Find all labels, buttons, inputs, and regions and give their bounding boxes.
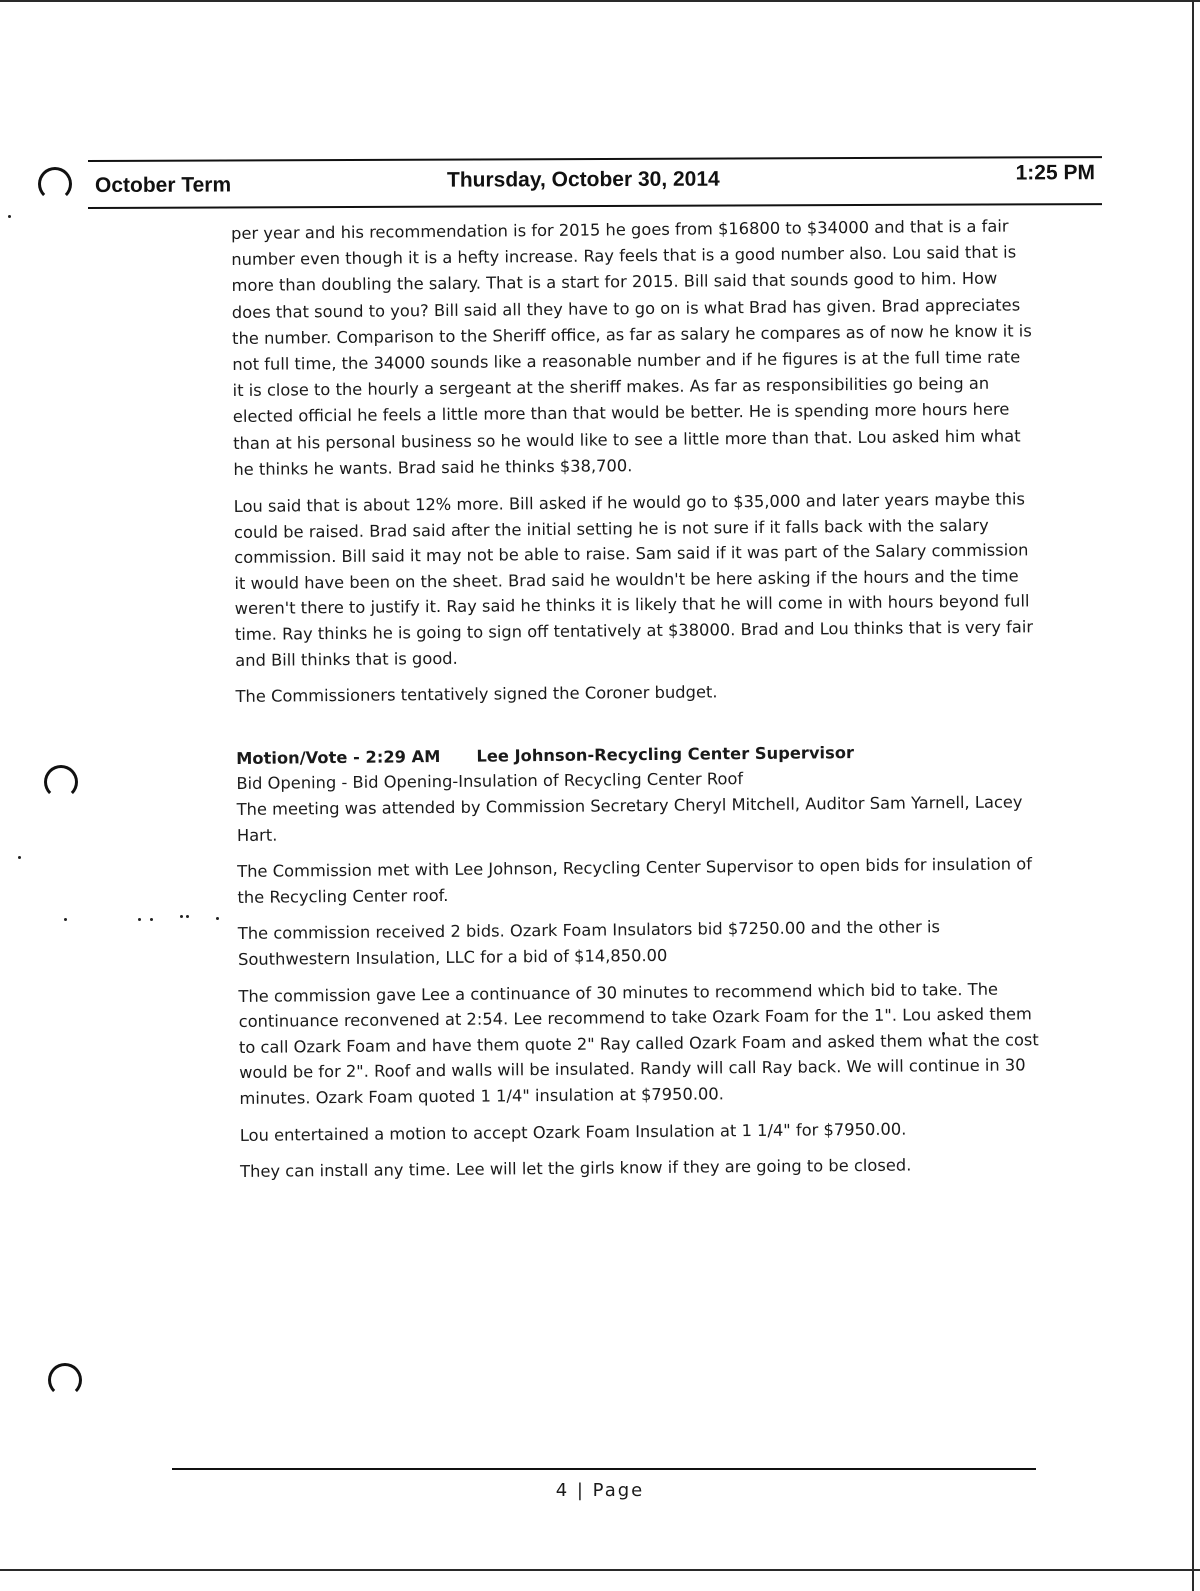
attendance-line: The meeting was attended by Commission Secretary Cheryl Mitchell, Auditor Sam Yarnell, Lacey Hart.	[236, 792, 1023, 845]
paragraph-continuance: The commission gave Lee a continuance of 30 minutes to recommend which bid to take. The continuance reconvened at 2:54. Lee recommend to take Ozark Foam for the 1". Lou asked them to call Ozark Foam and have them quote 2" Ray called Ozark Foam and asked them what the cost would be for 2". Roof and walls will be insulated. Randy will call Ray back. We will continue in 30 minutes. Ozark Foam quoted 1 1/4" insulation at $7950.00.	[238, 979, 1039, 1108]
header-date: Thursday, October 30, 2014	[446, 167, 720, 192]
paragraph-salary-discussion: per year and his recommendation is for 2015 he goes from $16800 to $34000 and that is a fair number even though it is a hefty increase. Ray feels that is a good number also. Lou said that is more than doubling the salary. That is a start for 2015. Bill said that sounds good to him. How does that sound to you? Bill said all they have to go on is what Brad has given. Brad appreciates the number. Comparison to the Sheriff office, as far as salary he compares as of now he know it is not full time, the 34000 sounds like a reasonable number and if he figures is at the full time rate it is close to the hourly a sergeant at the sheriff makes. As far as responsibilities go being an elected official he feels a little more than that would be better. He is spending more hours here than at his personal business so he would like to see a little more than that. Lou asked him what he thinks he wants. Brad said he thinks $38,700.	[231, 216, 1032, 479]
page-number: 4 | Page	[555, 1480, 645, 1501]
header-rule-bottom	[88, 203, 1102, 209]
header-rule-top	[88, 156, 1102, 162]
scan-speck	[216, 917, 219, 920]
header-term: October Term	[94, 173, 232, 197]
scan-speck	[8, 215, 11, 218]
header-time: 1:25 PM	[1015, 161, 1095, 185]
paragraph-motion-accept: Lou entertained a motion to accept Ozark Foam Insulation at 1 1/4" for $7950.00.	[239, 1119, 907, 1145]
binder-hole-icon	[44, 765, 78, 799]
scan-edge-right	[1192, 0, 1194, 1591]
scan-speck	[180, 915, 183, 918]
footer-rule	[172, 1468, 1036, 1470]
motion-label: Motion/Vote - 2:29 AM	[236, 746, 441, 768]
bid-opening-line: Bid Opening - Bid Opening-Insulation of Recycling Center Roof	[236, 769, 744, 794]
paragraph-bids-intro: The Commission met with Lee Johnson, Recycling Center Supervisor to open bids for insulation of the Recycling Center roof.	[237, 854, 1033, 907]
paragraph-bids-received: The commission received 2 bids. Ozark Foam Insulators bid $7250.00 and the other is Southwestern Insulation, LLC for a bid of $14,850.00	[237, 917, 941, 969]
page-header	[94, 161, 1095, 204]
scan-speck	[64, 918, 67, 921]
scan-speck	[18, 856, 21, 859]
binder-hole-icon	[48, 1363, 82, 1397]
scan-speck	[138, 918, 141, 921]
paragraph-salary-negotiation: Lou said that is about 12% more. Bill asked if he would go to $35,000 and later years maybe this could be raised. Brad said after the initial setting he is not sure if it falls back with the salary commission. Bill said it may not be able to raise. Sam said if it was part of the Salary commission it would have been on the sheet. Brad said he wouldn't be here asking if the hours and the time weren't there to justify it. Ray said he thinks it is likely that he will come in with hours beyond full time. Ray thinks he is going to sign off tentatively at $38000. Brad and Lou thinks that is very fair and Bill thinks that is good.	[233, 489, 1034, 670]
scan-speck	[150, 918, 153, 921]
scan-edge-top	[0, 0, 1200, 2]
binder-hole-icon	[38, 167, 72, 201]
paragraph-install: They can install any time. Lee will let the girls know if they are going to be closed.	[240, 1155, 912, 1182]
motion-title: Lee Johnson-Recycling Center Supervisor	[476, 742, 855, 766]
scan-speck	[186, 915, 189, 918]
scan-edge-bottom	[0, 1569, 1200, 1571]
minutes-body	[231, 213, 1040, 1195]
paragraph-coroner-budget: The Commissioners tentatively signed the Coroner budget.	[235, 682, 718, 707]
